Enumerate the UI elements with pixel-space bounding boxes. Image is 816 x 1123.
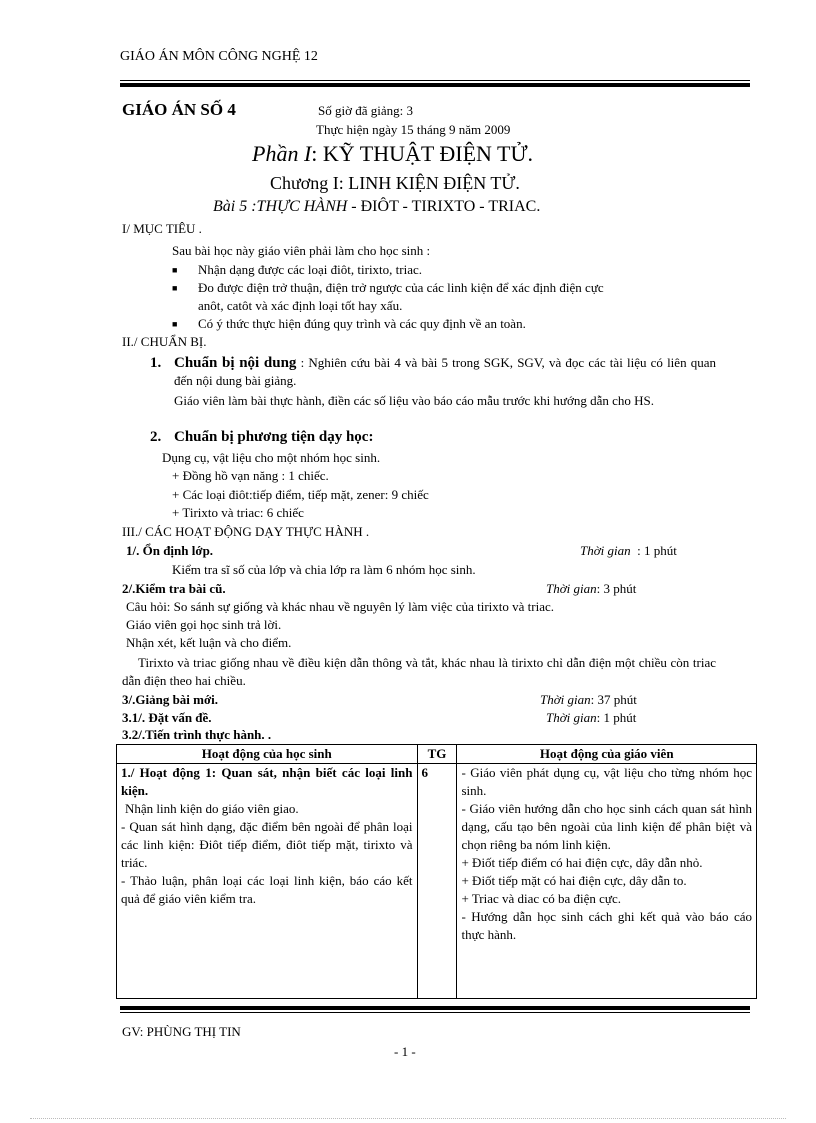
prep-heading: II./ CHUẨN BỊ.: [122, 334, 207, 349]
objective-item-cont: anôt, catôt và xác định loại tốt hay xấu.: [198, 298, 403, 313]
bullet-icon: ■: [172, 319, 178, 329]
col-student-header: Hoạt động của học sinh: [117, 745, 418, 764]
table-row: [117, 764, 757, 999]
section2-answer: Tirixto và triac giống nhau về điều kiện dẫn thông và tắt, khác nhau là tirixto chỉ dẫn điện một chiều còn triac dẫn điện theo hai chiều.: [122, 655, 716, 688]
teacher-activity-line: - Hướng dẫn học sinh cách ghi kết quả vào báo cáo thực hành.: [461, 909, 752, 942]
student-activity-line: Nhận linh kiện do giáo viên giao.: [125, 801, 299, 816]
prep-item2-title: Chuẩn bị phương tiện dạy học:: [174, 429, 374, 445]
section1-title: 1/. Ổn định lớp.: [126, 543, 214, 558]
col-teacher-header: Hoạt động của giáo viên: [457, 745, 757, 764]
footer-author: GV: PHÙNG THỊ TIN: [122, 1024, 241, 1039]
table-header-row: [117, 745, 757, 764]
student-activity-cell: [117, 764, 418, 999]
section31-time: [546, 709, 636, 727]
time-value: : 1 phút: [596, 710, 637, 725]
student-activity-line: - Quan sát hình dạng, đặc điểm bên ngoài để phân loại các linh kiện: Điôt tiếp điểm, điôt tiếp mặt, tirixto và triác.: [121, 819, 413, 870]
section32-title: 3.2/.Tiến trình thực hành. .: [122, 727, 272, 742]
section31-title: 3.1/. Đặt vấn đề.: [122, 710, 212, 725]
prep-item2-number: 2.: [150, 429, 162, 445]
objective-item: Đo được điện trở thuận, điện trở ngược của các linh kiện để xác định điện cực: [198, 280, 604, 295]
bullet-icon: ■: [172, 265, 178, 275]
student-activity-line: - Thảo luận, phân loại các loại linh kiện, báo cáo kết quả để giáo viên kiểm tra.: [121, 873, 413, 906]
prep-item1-number: 1.: [150, 355, 162, 371]
section2-time: [546, 580, 636, 598]
objective-item: Nhận dạng được các loại điôt, tirixto, triac.: [198, 262, 423, 277]
bullet-icon: ■: [172, 283, 178, 293]
teacher-activity-line: - Giáo viên hướng dẫn cho học sinh cách quan sát hình dạng, cấu tạo bên ngoài của linh kiện để phân biệt và chọn riêng ba nóm linh kiện.: [461, 801, 752, 852]
section1-time: [580, 542, 677, 560]
teacher-activity-line: + Điốt tiếp mặt có hai điện cực, dây dẫn to.: [461, 873, 687, 888]
section2-title: 2/.Kiểm tra bài cũ.: [122, 581, 226, 596]
part-title: : KỸ THUẬT ĐIỆN TỬ.: [311, 141, 534, 166]
teacher-activity-line: + Điốt tiếp điểm có hai điện cực, dây dẫn nhỏ.: [461, 855, 703, 870]
tg-cell: 6: [417, 764, 457, 999]
bai-title: - ĐIÔT - TIRIXTO - TRIAC.: [347, 198, 541, 215]
bai-heading: [213, 197, 540, 217]
teacher-activity-line: + Triac và diac có ba điện cực.: [461, 891, 621, 906]
page-edge: [30, 1118, 786, 1119]
objective-item: Có ý thức thực hiện đúng quy trình và các quy định về an toàn.: [198, 316, 526, 331]
prep-item2-line: + Các loại điôt:tiếp điểm, tiếp mặt, zener: 9 chiếc: [172, 487, 429, 502]
time-label: Thời gian: [540, 692, 591, 707]
col-tg-header: TG: [417, 745, 457, 764]
header-rule-thick: [120, 83, 750, 87]
section3-title: 3/.Giảng bài mới.: [122, 692, 219, 707]
prep-item1: [174, 354, 716, 390]
footer-rule-thin: [120, 1012, 750, 1013]
header-rule-thin: [120, 80, 750, 81]
chapter-title: Chương I: LINH KIỆN ĐIỆN TỬ.: [270, 173, 520, 193]
time-label: Thời gian: [546, 710, 597, 725]
time-value: : 37 phút: [590, 692, 637, 707]
lesson-hours: Số giờ đã giảng: 3: [318, 103, 413, 118]
section2-line: Nhận xét, kết luận và cho điểm.: [126, 635, 292, 650]
time-value: : 1 phút: [637, 543, 677, 558]
time-label: Thời gian: [580, 543, 631, 558]
section2-line: Giáo viên gọi học sinh trả lời.: [126, 617, 282, 632]
page-number: - 1 -: [394, 1044, 416, 1059]
prep-item2-line: + Tirixto và triac: 6 chiếc: [172, 505, 304, 520]
section3-time: [540, 691, 637, 709]
section2-line: Câu hỏi: So sánh sự giống và khác nhau về nguyên lý làm việc của tirixto và triac.: [126, 599, 554, 614]
prep-item1-text: : Nghiên cứu bài 4 và bài 5 trong SGK, SGV, và đọc các tài liệu có liên quan đến nội dung bài giảng.: [174, 355, 717, 388]
header-title: GIÁO ÁN MÔN CÔNG NGHỆ 12: [120, 49, 318, 64]
time-value: : 3 phút: [596, 581, 637, 596]
objectives-heading: I/ MỤC TIÊU .: [122, 221, 202, 236]
prep-item2-line: + Đồng hồ vạn năng : 1 chiếc.: [172, 468, 329, 483]
student-activity-title: 1./ Hoạt động 1: Quan sát, nhận biết các loại linh kiện.: [121, 765, 413, 798]
bai-prefix: Bài 5 :THỰC HÀNH: [213, 198, 348, 215]
section1-text: Kiểm tra sĩ số của lớp và chia lớp ra làm 6 nhóm học sinh.: [172, 562, 476, 577]
activities-heading: III./ CÁC HOẠT ĐỘNG DẠY THỰC HÀNH .: [122, 524, 370, 539]
prep-item1-text2: Giáo viên làm bài thực hành, điền các số liệu vào báo cáo mẫu trước khi hướng dẫn cho HS.: [174, 393, 655, 408]
time-label: Thời gian: [546, 581, 597, 596]
lesson-number: GIÁO ÁN SỐ 4: [122, 100, 236, 119]
part-prefix: Phần I: [252, 141, 312, 166]
activity-table: [116, 744, 757, 999]
teacher-activity-cell: [457, 764, 757, 999]
objectives-intro: Sau bài học này giáo viên phải làm cho học sinh :: [172, 243, 431, 258]
prep-item2-line: Dụng cụ, vật liệu cho một nhóm học sinh.: [162, 450, 381, 465]
part-heading: [252, 140, 533, 168]
prep-item1-title: Chuẩn bị nội dung: [174, 355, 297, 371]
footer-rule-thick: [120, 1006, 750, 1010]
lesson-date: Thực hiện ngày 15 tháng 9 năm 2009: [316, 122, 511, 137]
teacher-activity-line: - Giáo viên phát dụng cụ, vật liệu cho từng nhóm học sinh.: [461, 765, 752, 798]
